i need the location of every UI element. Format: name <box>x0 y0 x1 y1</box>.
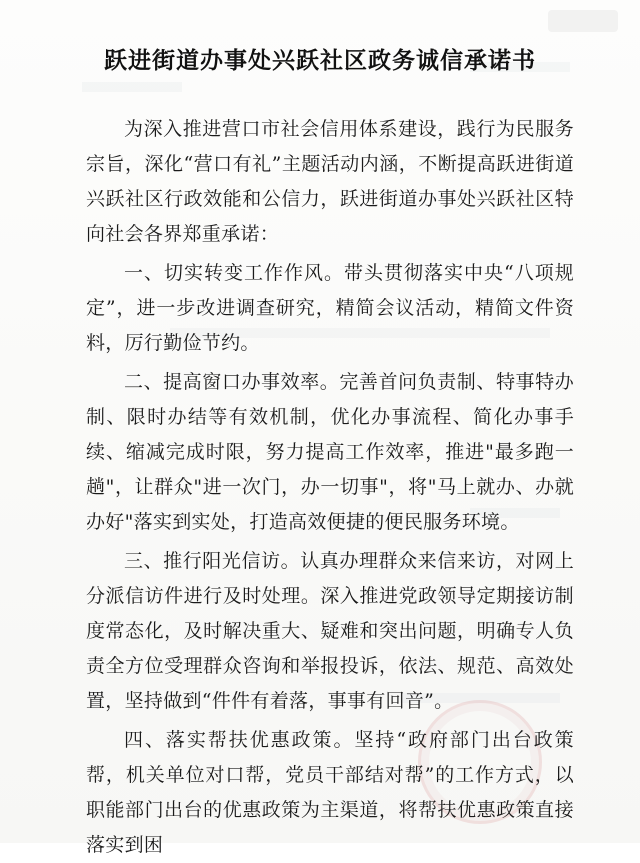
commitment-paragraph-2: 二、提高窗口办事效率。完善首问负责制、特事特办制、限时办结等有效机制，优化办事流程、简化办事手续、缩减完成时限，努力提高工作效率，推进"最多跑一趟"，让群众"进一次门，办一切事"，将"马上就办、办就办好"落实到实处，打造高效便捷的便民服务环境。 <box>86 371 574 533</box>
commitment-paragraph-4: 四、落实帮扶优惠政策。坚持“政府部门出台政策帮，机关单位对口帮，党员干部结对帮”的工作方式，以职能部门出台的优惠政策为主渠道，将帮扶优惠政策直接落实到困 <box>86 729 574 856</box>
commitment-paragraph-3: 三、推行阳光信访。认真办理群众来信来访，对网上分派信访件进行及时处理。深入推进党政领导定期接访制度常态化，及时解决重大、疑难和突出问题，明确专人负责全方位受理群众咨询和举报投诉，依法、规范、高效处置，坚持做到“件件有着落，事事有回音”。 <box>86 550 574 712</box>
document-body <box>86 112 574 863</box>
bleed-through-mark <box>548 10 618 32</box>
commitment-paragraph-1: 一、切实转变工作作风。带头贯彻落实中央“八项规定”，进一步改进调查研究，精简会议活动，精简文件资料，厉行勤俭节约。 <box>86 262 574 354</box>
document-title: 跃进街道办事处兴跃社区政务诚信承诺书 <box>104 48 536 74</box>
intro-paragraph: 为深入推进营口市社会信用体系建设，践行为民服务宗旨，深化“营口有礼”主题活动内涵，不断提高跃进街道兴跃社区行政效能和公信力，跃进街道办事处兴跃社区特向社会各界郑重承诺： <box>86 118 574 245</box>
bleed-through-mark <box>82 82 182 92</box>
